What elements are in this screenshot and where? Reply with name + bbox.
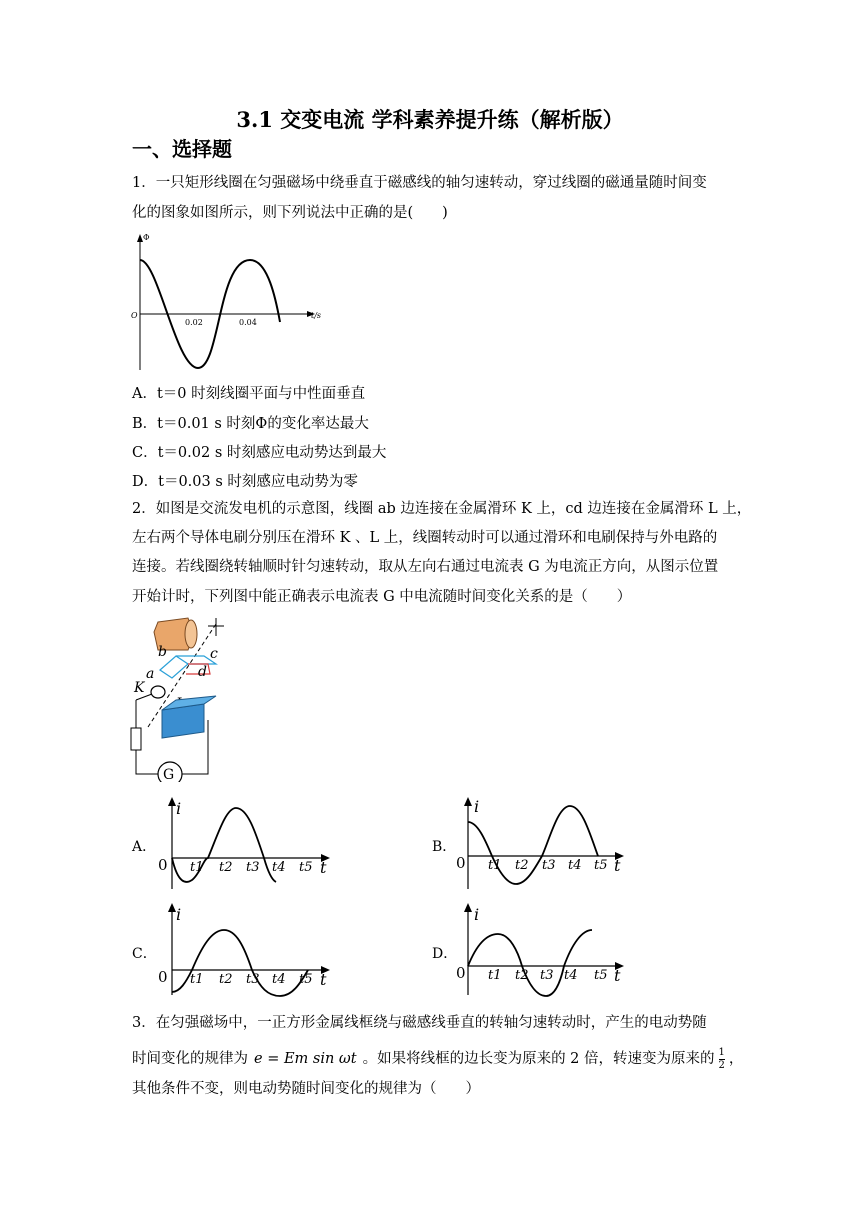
q2-option-d-label[interactable]: D． bbox=[432, 946, 458, 962]
q3-line2-end: ， bbox=[728, 1051, 744, 1068]
section-heading: 一、选择题 bbox=[132, 137, 232, 161]
svg-text:t: t bbox=[320, 970, 327, 989]
svg-text:i: i bbox=[176, 799, 182, 818]
q3-text-line2 bbox=[132, 1048, 743, 1071]
label-d: d bbox=[198, 664, 207, 680]
q2-text-line4: 开始计时，下列图中能正确表示电流表 G 中电流随时间变化关系的是（ ） bbox=[132, 589, 632, 605]
svg-text:t4: t4 bbox=[564, 968, 578, 983]
q2-text-line2: 左右两个导体电刷分别压在滑环 K 、L 上，线圈转动时可以通过滑环和电刷保持与外电路的 bbox=[132, 530, 718, 546]
svg-text:t3: t3 bbox=[246, 972, 260, 987]
q2-generator-figure bbox=[128, 612, 238, 782]
y-axis-label: Φ bbox=[143, 233, 150, 242]
q3-fraction bbox=[719, 1048, 725, 1071]
q3-line2-middle: 。如果将线框的边长变为原来的 2 倍，转速变为原来的 bbox=[362, 1051, 715, 1068]
svg-text:t1: t1 bbox=[190, 972, 204, 987]
q3-text-line3: 其他条件不变，则电动势随时间变化的规律为（ ） bbox=[132, 1081, 480, 1097]
svg-text:t2: t2 bbox=[219, 860, 233, 875]
q2-graph-b[interactable] bbox=[442, 794, 627, 894]
label-b: b bbox=[158, 644, 167, 660]
q1-option-c[interactable]: C．t＝0.02 s 时刻感应电动势达到最大 bbox=[132, 445, 387, 461]
q1-text-line1: 1．一只矩形线圈在匀强磁场中绕垂直于磁感线的轴匀速转动，穿过线圈的磁通量随时间变 bbox=[132, 175, 707, 191]
svg-text:0: 0 bbox=[158, 968, 168, 986]
svg-text:t4: t4 bbox=[272, 860, 286, 875]
svg-text:t3: t3 bbox=[542, 858, 556, 873]
svg-text:t: t bbox=[320, 858, 327, 877]
label-c: c bbox=[210, 646, 218, 662]
x-axis-label: t/s bbox=[311, 311, 322, 320]
current-curve-d bbox=[468, 930, 592, 996]
q1-option-a[interactable]: A．t＝0 时刻线圈平面与中性面垂直 bbox=[132, 386, 366, 402]
resistor bbox=[131, 728, 141, 750]
label-K: K bbox=[134, 680, 145, 696]
q2-graph-c[interactable] bbox=[152, 900, 337, 1000]
svg-text:t3: t3 bbox=[540, 968, 554, 983]
svg-text:t: t bbox=[614, 966, 621, 985]
tick-label-2: 0.04 bbox=[239, 318, 257, 327]
q2-option-b-label[interactable]: B． bbox=[432, 839, 457, 855]
svg-text:0: 0 bbox=[456, 854, 466, 872]
svg-text:t3: t3 bbox=[246, 860, 260, 875]
svg-text:t1: t1 bbox=[488, 968, 502, 983]
svg-text:0: 0 bbox=[158, 856, 168, 874]
fraction-numerator: 1 bbox=[718, 1047, 725, 1058]
q2-graph-a[interactable] bbox=[152, 794, 337, 894]
slip-ring bbox=[151, 686, 165, 698]
svg-text:i: i bbox=[474, 797, 480, 816]
q1-flux-graph bbox=[128, 230, 328, 375]
svg-text:t2: t2 bbox=[515, 858, 529, 873]
document-title: 3.1 交变电流 学科素养提升练（解析版） bbox=[236, 107, 624, 132]
q3-text-line1: 3．在匀强磁场中，一正方形金属线框绕与磁感线垂直的转轴匀速转动时，产生的电动势随 bbox=[132, 1015, 707, 1031]
tick-label-1: 0.02 bbox=[185, 318, 203, 327]
svg-text:t1: t1 bbox=[190, 860, 204, 875]
q2-option-c-label[interactable]: C． bbox=[132, 946, 157, 962]
q2-graph-d[interactable] bbox=[442, 900, 627, 1000]
svg-text:t1: t1 bbox=[488, 858, 502, 873]
origin-label: O bbox=[131, 311, 138, 320]
svg-text:0: 0 bbox=[456, 964, 466, 982]
q2-text-line1: 2．如图是交流发电机的示意图，线圈 ab 边连接在金属滑环 K 上，cd 边连接在金属滑环 L 上， bbox=[132, 501, 752, 517]
label-G: G bbox=[163, 767, 175, 782]
svg-text:t4: t4 bbox=[568, 858, 582, 873]
svg-text:t: t bbox=[614, 856, 621, 875]
svg-text:t5: t5 bbox=[594, 858, 608, 873]
q3-formula: e = Em sin ωt bbox=[254, 1051, 357, 1068]
q2-option-a-label[interactable]: A． bbox=[132, 839, 157, 855]
svg-text:i: i bbox=[474, 905, 480, 924]
q3-line2-start: 时间变化的规律为 bbox=[132, 1051, 248, 1068]
svg-text:t2: t2 bbox=[219, 972, 233, 987]
svg-text:t5: t5 bbox=[594, 968, 608, 983]
q1-option-b[interactable]: B．t＝0.01 s 时刻Φ的变化率达最大 bbox=[132, 416, 369, 432]
svg-text:t4: t4 bbox=[272, 972, 286, 987]
svg-text:t2: t2 bbox=[515, 968, 529, 983]
q1-text-line2: 化的图象如图所示，则下列说法中正确的是( ) bbox=[132, 205, 448, 221]
q1-option-d[interactable]: D．t＝0.03 s 时刻感应电动势为零 bbox=[132, 474, 358, 490]
label-a: a bbox=[146, 666, 155, 682]
fraction-denominator: 2 bbox=[718, 1059, 725, 1071]
svg-text:t5: t5 bbox=[299, 972, 313, 987]
svg-text:t5: t5 bbox=[299, 860, 313, 875]
svg-text:i: i bbox=[176, 905, 182, 924]
q2-text-line3: 连接。若线圈绕转轴顺时针匀速转动，取从左向右通过电流表 G 为电流正方向，从图示位置 bbox=[132, 559, 719, 575]
